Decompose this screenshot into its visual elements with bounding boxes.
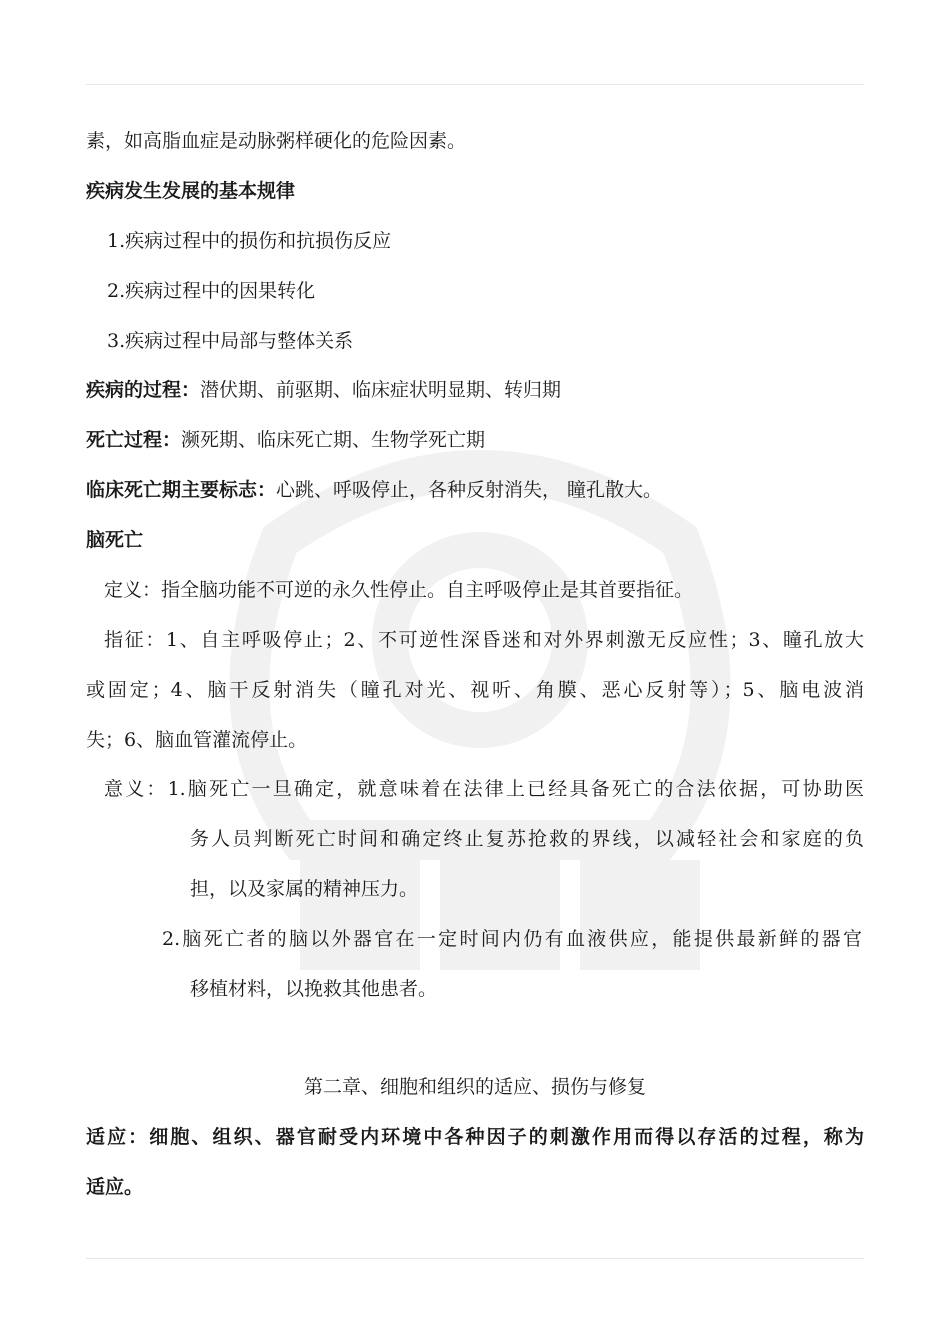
death-process-label: 死亡过程： xyxy=(86,429,182,451)
disease-process-line xyxy=(86,378,561,402)
header-rule xyxy=(86,84,864,85)
meaning-line-1: 意义：1.脑死亡一旦确定，就意味着在法律上已经具备死亡的合法依据，可协助医 xyxy=(104,778,864,800)
intro-fragment: 素，如高脂血症是动脉粥样硬化的危险因素。 xyxy=(86,130,467,152)
brain-death-definition: 定义：指全脑功能不可逆的永久性停止。自主呼吸停止是其首要指征。 xyxy=(104,579,694,601)
death-process-line xyxy=(86,428,485,452)
meaning2-line-2: 移植材料，以挽救其他患者。 xyxy=(190,978,438,1000)
clinical-death-text: 心跳、呼吸停止，各种反射消失， 瞳孔散大。 xyxy=(276,479,663,501)
section-heading-brain-death: 脑死亡 xyxy=(86,529,144,551)
section-heading-rules: 疾病发生发展的基本规律 xyxy=(86,180,296,202)
rule-item-3: 3.疾病过程中局部与整体关系 xyxy=(107,330,354,352)
meaning-line-3: 担，以及家属的精神压力。 xyxy=(190,878,419,900)
footer-rule xyxy=(86,1258,864,1259)
death-process-text: 濒死期、临床死亡期、生物学死亡期 xyxy=(181,429,486,451)
brain-death-signs-line-3: 失；6、脑血管灌流停止。 xyxy=(86,729,308,751)
meaning-line-2: 务人员判断死亡时间和确定终止复苏抢救的界线，以减轻社会和家庭的负 xyxy=(190,828,864,850)
adaptation-definition-line-1: 适应：细胞、组织、器官耐受内环境中各种因子的刺激作用而得以存活的过程，称为 xyxy=(86,1126,864,1148)
disease-process-label: 疾病的过程： xyxy=(86,379,201,401)
meaning2-line-1: 2.脑死亡者的脑以外器官在一定时间内仍有血液供应，能提供最新鲜的器官 xyxy=(162,928,862,950)
chapter-title: 第二章、细胞和组织的适应、损伤与修复 xyxy=(303,1076,646,1098)
rule-item-2: 2.疾病过程中的因果转化 xyxy=(107,280,316,302)
disease-process-text: 潜伏期、前驱期、临床症状明显期、转归期 xyxy=(200,379,562,401)
clinical-death-label: 临床死亡期主要标志： xyxy=(86,479,277,501)
brain-death-signs-line-1: 指征：1、自主呼吸停止；2、不可逆性深昏迷和对外界刺激无反应性；3、瞳孔放大 xyxy=(104,629,864,651)
rule-item-1: 1.疾病过程中的损伤和抗损伤反应 xyxy=(107,230,392,252)
clinical-death-line xyxy=(86,478,662,502)
adaptation-definition-line-2: 适应。 xyxy=(86,1176,144,1198)
brain-death-signs-line-2: 或固定；4、脑干反射消失（瞳孔对光、视听、角膜、恶心反射等）；5、脑电波消 xyxy=(86,679,864,701)
